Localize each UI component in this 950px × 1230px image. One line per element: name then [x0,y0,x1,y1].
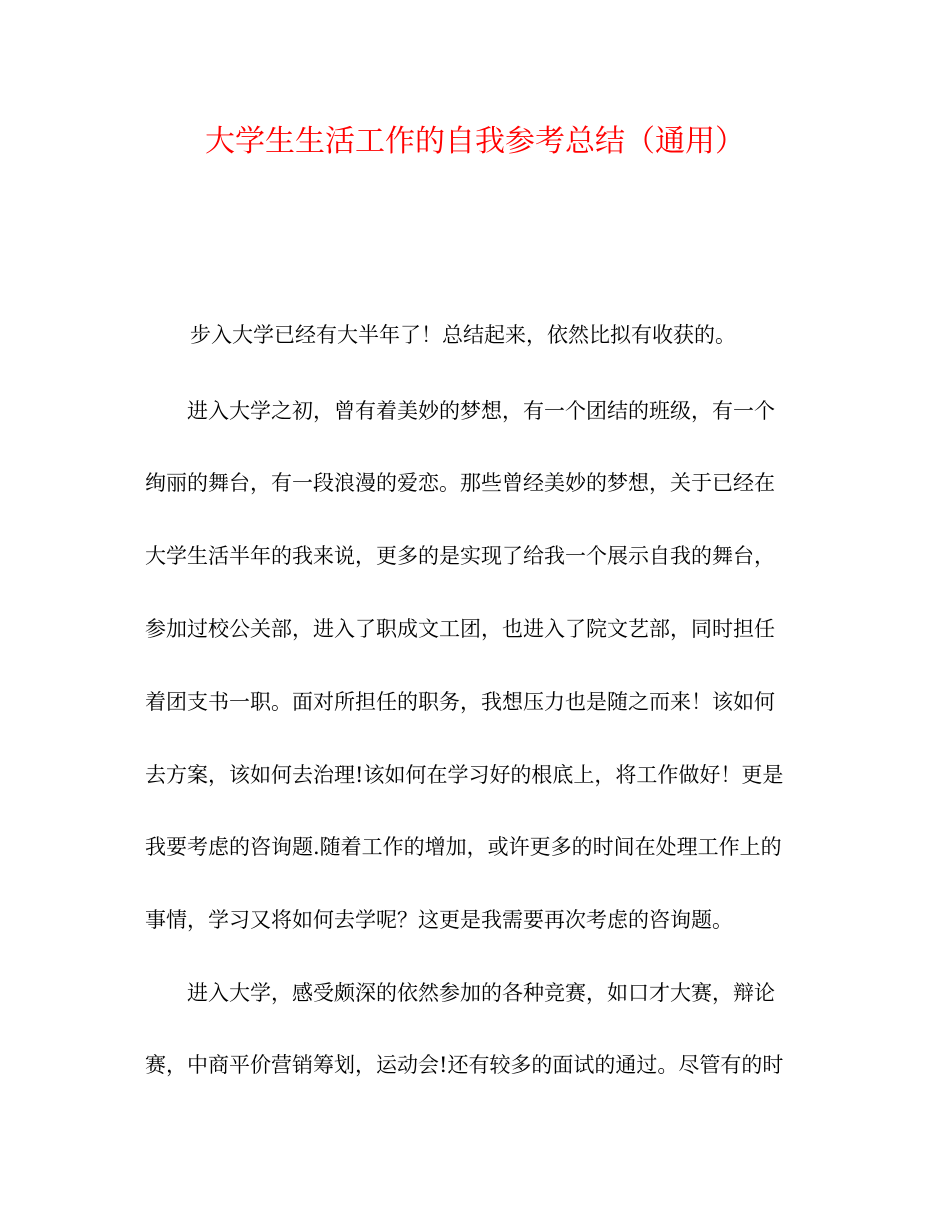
paragraph-line: 进入大学之初，曾有着美妙的梦想，有一个团结的班级，有一个 [187,399,775,423]
paragraph-line: 进入大学，感受颇深的依然参加的各种竞赛，如口才大赛，辩论 [187,981,775,1005]
paragraph-line: 去方案，该如何去治理!该如何在学习好的根底上，将工作做好！更是 [145,763,784,787]
paragraph-line: 着团支书一职。面对所担任的职务，我想压力也是随之而来！该如何 [145,690,775,714]
paragraph-line: 步入大学已经有大半年了！总结起来，依然比拟有收获的。 [190,323,736,347]
paragraph-line: 事情，学习又将如何去学呢？这更是我需要再次考虑的咨询题。 [145,908,733,932]
paragraph-line: 大学生活半年的我来说，更多的是实现了给我一个展示自我的舞台， [145,544,775,568]
paragraph-line: 参加过校公关部，进入了职成文工团，也进入了院文艺部，同时担任 [145,617,775,641]
document-title: 大学生生活工作的自我参考总结（通用） [205,124,745,159]
paragraph-line: 绚丽的舞台，有一段浪漫的爱恋。那些曾经美妙的梦想，关于已经在 [145,471,775,495]
paragraph-line: 赛，中商平价营销筹划，运动会!还有较多的面试的通过。尽管有的时 [145,1053,784,1077]
paragraph-line: 我要考虑的咨询题.随着工作的增加，或许更多的时间在处理工作上的 [145,835,782,859]
